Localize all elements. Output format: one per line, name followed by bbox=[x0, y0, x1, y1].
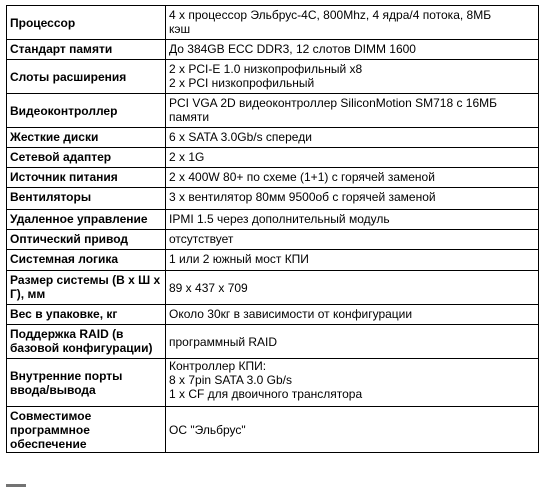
table-row bbox=[7, 230, 539, 250]
spec-value-processor: 4 x процессор Эльбрус-4С, 800Mhz, 4 ядра/4 потока, 8МБ кэш bbox=[166, 6, 539, 40]
spec-label-internal-io-ports: Внутренние порты ввода/вывода bbox=[7, 359, 166, 407]
table-row bbox=[7, 148, 539, 168]
spec-label-network-adapter: Сетевой адаптер bbox=[7, 148, 166, 168]
table-row bbox=[7, 210, 539, 230]
table-row bbox=[7, 325, 539, 359]
spec-label-fans: Вентиляторы bbox=[7, 188, 166, 210]
table-row bbox=[7, 94, 539, 128]
table-row bbox=[7, 60, 539, 94]
table-row bbox=[7, 40, 539, 60]
spec-value-fans: 3 x вентилятор 80мм 9500об с горячей заменой bbox=[166, 188, 539, 210]
spec-value-raid-support: программный RAID bbox=[166, 325, 539, 359]
spec-label-hard-drives: Жесткие диски bbox=[7, 128, 166, 148]
spec-label-raid-support: Поддержка RAID (в базовой конфигурации) bbox=[7, 325, 166, 359]
table-row bbox=[7, 271, 539, 305]
spec-value-system-logic: 1 или 2 южный мост КПИ bbox=[166, 250, 539, 271]
spec-value-remote-management: IPMI 1.5 через дополнительный модуль bbox=[166, 210, 539, 230]
spec-label-packed-weight: Вес в упаковке, кг bbox=[7, 305, 166, 325]
table-row bbox=[7, 407, 539, 453]
table-row bbox=[7, 305, 539, 325]
specifications-table bbox=[6, 5, 539, 453]
spec-label-expansion-slots: Слоты расширения bbox=[7, 60, 166, 94]
spec-label-processor: Процессор bbox=[7, 6, 166, 40]
spec-label-compatible-software: Совместимое программное обеспечение bbox=[7, 407, 166, 453]
table-row bbox=[7, 188, 539, 210]
spec-value-compatible-software: ОС "Эльбрус" bbox=[166, 407, 539, 453]
spec-value-expansion-slots: 2 x PCI-E 1.0 низкопрофильный x8 2 x PCI низкопрофильный bbox=[166, 60, 539, 94]
spec-value-video-controller: PCI VGA 2D видеоконтроллер SiliconMotion SM718 с 16МБ памяти bbox=[166, 94, 539, 128]
spec-value-optical-drive: отсутствует bbox=[166, 230, 539, 250]
spec-value-power-supply: 2 x 400W 80+ по схеме (1+1) с горячей заменой bbox=[166, 168, 539, 188]
spec-label-memory: Стандарт памяти bbox=[7, 40, 166, 60]
spec-label-system-size: Размер системы (В х Ш х Г), мм bbox=[7, 271, 166, 305]
spec-value-network-adapter: 2 x 1G bbox=[166, 148, 539, 168]
spec-value-memory: До 384GB ECC DDR3, 12 слотов DIMM 1600 bbox=[166, 40, 539, 60]
spec-label-video-controller: Видеоконтроллер bbox=[7, 94, 166, 128]
spec-label-optical-drive: Оптический привод bbox=[7, 230, 166, 250]
spec-label-remote-management: Удаленное управление bbox=[7, 210, 166, 230]
spec-label-system-logic: Системная логика bbox=[7, 250, 166, 271]
table-row bbox=[7, 6, 539, 40]
table-row bbox=[7, 168, 539, 188]
spec-value-internal-io-ports: Контроллер КПИ: 8 x 7pin SATA 3.0 Gb/s 1 x CF для двоичного транслятора bbox=[166, 359, 539, 407]
spec-value-packed-weight: Около 30кг в зависимости от конфигурации bbox=[166, 305, 539, 325]
table-row bbox=[7, 250, 539, 271]
spec-label-power-supply: Источник питания bbox=[7, 168, 166, 188]
spec-value-hard-drives: 6 x SATA 3.0Gb/s спереди bbox=[166, 128, 539, 148]
cropped-text-fragment bbox=[6, 481, 32, 489]
table-row bbox=[7, 359, 539, 407]
spec-value-system-size: 89 x 437 x 709 bbox=[166, 271, 539, 305]
table-row bbox=[7, 128, 539, 148]
